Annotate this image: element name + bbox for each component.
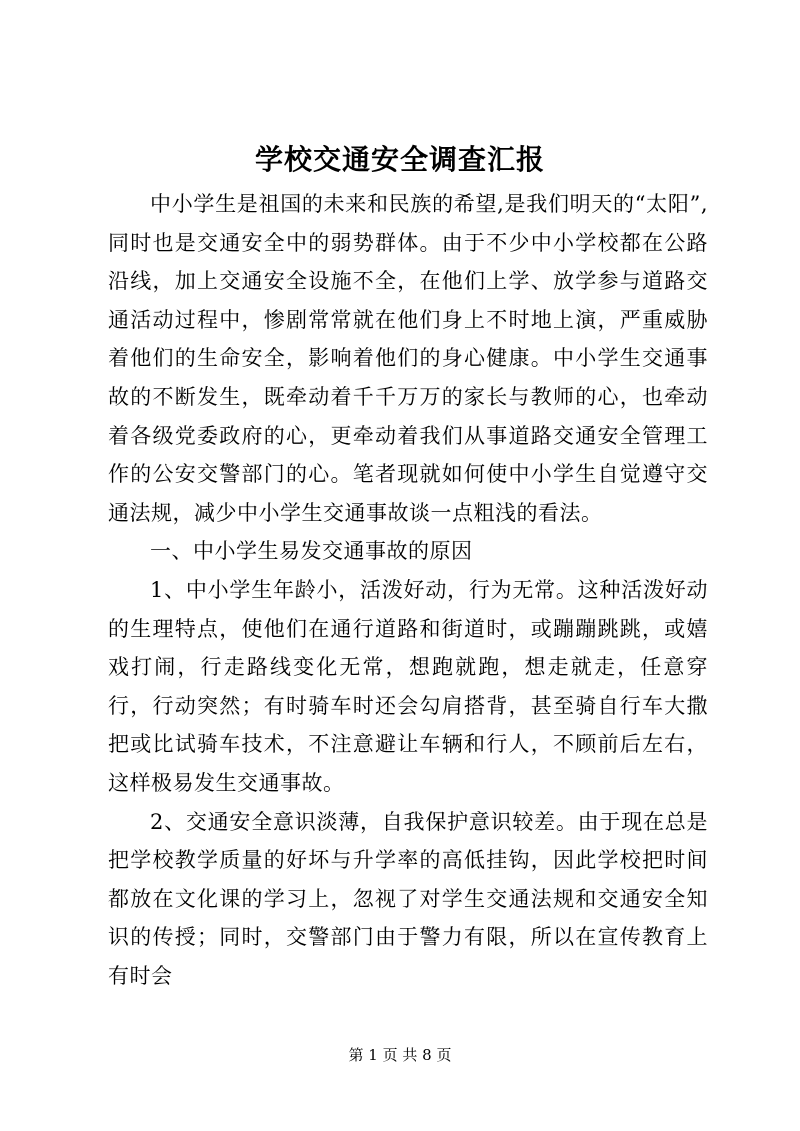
- paragraph-cause-2: 2、交通安全意识淡薄，自我保护意识较差。由于现在总是把学校教学质量的好坏与升学率的高低挂钩，因此学校把时间都放在文化课的学习上，忽视了对学生交通法规和交通安全知识的传授；同时，交警部门由于警力有限，所以在宣传教育上有时会: [108, 809, 708, 988]
- page-footer: 第 1 页 共 8 页: [348, 1046, 452, 1064]
- paragraph-cause-1: 1、中小学生年龄小，活泼好动，行为无常。这种活泼好动的生理特点，使他们在通行道路和街道时，或蹦蹦跳跳，或嬉戏打闹，行走路线变化无常，想跑就跑，想走就走，任意穿行，行动突然；有时骑车时还会勾肩搭背，甚至骑自行车大撒把或比试骑车技术，不注意避让车辆和行人，不顾前后左右，这样极易发生交通事故。: [108, 577, 708, 795]
- document-body: [108, 185, 708, 995]
- section-heading-causes: 一、中小学生易发交通事故的原因: [150, 539, 473, 564]
- document-title: 学校交通安全调查汇报: [254, 143, 545, 176]
- paragraph-intro: 中小学生是祖国的未来和民族的希望,是我们明天的“太阳”,同时也是交通安全中的弱势群体。由于不少中小学校都在公路沿线，加上交通安全设施不全，在他们上学、放学参与道路交通活动过程中，惨剧常常就在他们身上不时地上演，严重威胁着他们的生命安全，影响着他们的身心健康。中小学生交通事故的不断发生，既牵动着千千万万的家长与教师的心，也牵动着各级党委政府的心，更牵动着我们从事道路交通安全管理工作的公安交警部门的心。笔者现就如何使中小学生自觉遵守交通法规，减少中小学生交通事故谈一点粗浅的看法。: [108, 192, 708, 525]
